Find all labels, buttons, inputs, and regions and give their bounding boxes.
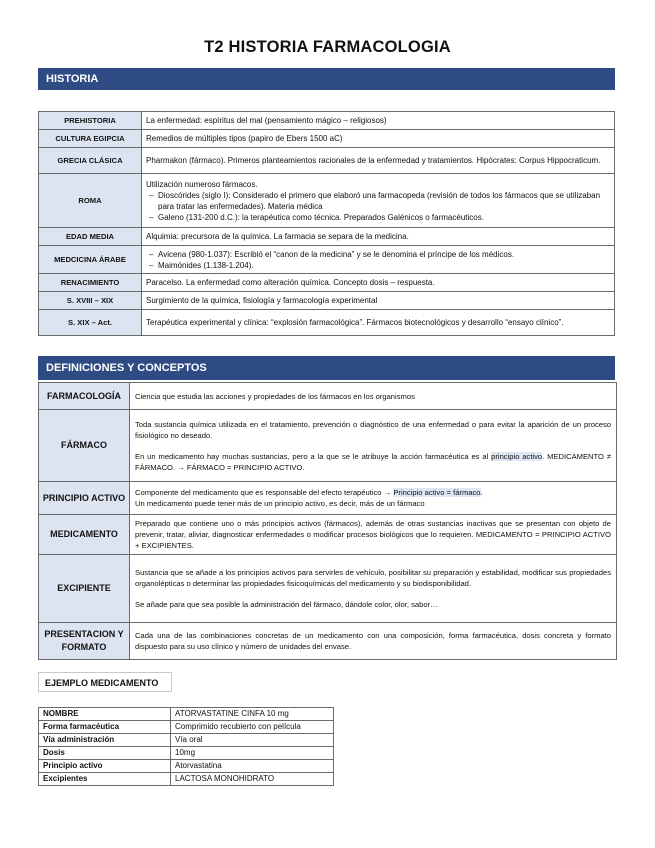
table-row [39, 623, 617, 660]
row-key: FARMACOLOGÍA [39, 383, 130, 410]
table-row [39, 228, 615, 246]
row-intro: Utilización numeroso fármacos. [146, 179, 258, 189]
row-value: LACTOSA MONOHIDRATO [171, 773, 334, 786]
highlighted-text: Principio activo = fármaco [393, 488, 481, 497]
table-row [39, 721, 334, 734]
row-key: RENACIMIENTO [39, 274, 142, 292]
list-item: – Galeno (131-200 d.C.): la terapéutica como técnica. Preparados Galénicos o farmacéuticos. [146, 212, 610, 223]
paragraph [135, 451, 611, 473]
row-key: Forma farmacéutica [39, 721, 171, 734]
row-value [142, 174, 615, 228]
highlighted-text: principio activo [491, 451, 543, 461]
row-value: Paracelso. La enfermedad como alteración química. Concepto dosis – respuesta. [142, 274, 615, 292]
row-value: Terapéutica experimental y clínica: “explosión farmacológica”. Fármacos biotecnológicos y desarrollo “ensayo clínico”. [142, 310, 615, 336]
row-key: Vía administración [39, 734, 171, 747]
bullet-list [146, 190, 610, 223]
section-heading-definiciones: DEFINICIONES Y CONCEPTOS [38, 356, 615, 380]
table-row [39, 773, 334, 786]
table-row [39, 708, 334, 721]
text-run: Componente del medicamento que es responsable del efecto terapéutico → [135, 488, 394, 497]
table-row [39, 760, 334, 773]
row-key: GRECIA CLÁSICA [39, 148, 142, 174]
table-row [39, 482, 617, 515]
text-run: . MEDICAMENTO ≠ FÁRMACO. → FÁRMACO = PRINCIPIO ACTIVO. [135, 451, 611, 472]
table-row [39, 555, 617, 623]
table-row [39, 246, 615, 274]
bullet-list [146, 249, 610, 271]
table-row [39, 747, 334, 760]
table-row [39, 515, 617, 555]
row-value: Remedios de múltiples tipos (papiro de Ebers 1500 aC) [142, 130, 615, 148]
row-value: Surgimiento de la química, fisiología y farmacología experimental [142, 292, 615, 310]
list-item: – Avicena (980-1.037): Escribió el “canon de la medicina” y se le denomina el príncipe de los médicos. [146, 249, 610, 260]
table-row [39, 130, 615, 148]
definiciones-table [38, 382, 617, 660]
row-value [130, 482, 617, 515]
row-key: MEDICAMENTO [39, 515, 130, 555]
row-value: Vía oral [171, 734, 334, 747]
row-key: Dosis [39, 747, 171, 760]
table-row [39, 383, 617, 410]
row-key: MEDCICINA ÁRABE [39, 246, 142, 274]
section-heading-historia: HISTORIA [38, 68, 615, 90]
row-value [130, 410, 617, 482]
list-item: – Maimónides (1.138-1.204). [146, 260, 610, 271]
paragraph [135, 487, 611, 498]
row-value: Ciencia que estudia las acciones y propiedades de los fármacos en los organismos [130, 383, 617, 410]
row-key: ROMA [39, 174, 142, 228]
row-key: NOMBRE [39, 708, 171, 721]
table-row [39, 174, 615, 228]
row-key: Excipientes [39, 773, 171, 786]
table-row [39, 148, 615, 174]
example-heading: EJEMPLO MEDICAMENTO [38, 672, 172, 692]
table-row [39, 112, 615, 130]
row-key: PRESENTACION Y FORMATO [39, 623, 130, 660]
row-key: EDAD MEDIA [39, 228, 142, 246]
text-run: . [480, 488, 483, 497]
row-value: Cada una de las combinaciones concretas de un medicamento con una composición, forma farmacéutica, dosis concreta y formato dispuesto para su uso clínico y número de unidades del envase. [130, 623, 617, 660]
row-key: Principio activo [39, 760, 171, 773]
row-value: La enfermedad: espíritus del mal (pensamiento mágico – religiosos) [142, 112, 615, 130]
row-value: Atorvastatina [171, 760, 334, 773]
table-row [39, 410, 617, 482]
paragraph: Se añade para que sea posible la administración del fármaco, dándole color, olor, sabor… [135, 600, 438, 609]
row-key: PRINCIPIO ACTIVO [39, 482, 130, 515]
row-value [142, 246, 615, 274]
text-run: En un medicamento hay muchas sustancias, pero a la que se le atribuye la acción farmacéutica es al [135, 451, 492, 461]
table-row [39, 274, 615, 292]
row-value: ATORVASTATINE CINFA 10 mg [171, 708, 334, 721]
row-key: PREHISTORIA [39, 112, 142, 130]
row-value: Pharmakon (fármaco). Primeros planteamientos racionales de la enfermedad y tratamientos. Hipócrates: Corpus Hippocraticum. [142, 148, 615, 174]
table-row [39, 292, 615, 310]
paragraph: Toda sustancia química utilizada en el tratamiento, prevención o diagnóstico de una enfermedad o para evitar la aparición de un proceso fisiológico no deseado. [135, 419, 611, 440]
list-item: – Dioscórides (siglo I): Considerado el primero que elaboró una farmacopeda (revisión de todos los fármacos que se utilizaban para tratar las enfermedades). Materia médica [146, 190, 610, 212]
row-value: Alquimia: precursora de la química. La farmacia se separa de la medicina. [142, 228, 615, 246]
row-value: 10mg [171, 747, 334, 760]
historia-table [38, 111, 615, 336]
paragraph: Sustancia que se añade a los principios activos para servirles de vehículo, posibilitar su preparación y estabilidad, modificar sus propiedades organolépticas o determinar las propiedades fisicoquímicas del medicamento y su biodisponibilidad. [135, 568, 611, 588]
row-key: FÁRMACO [39, 410, 130, 482]
row-value: Preparado que contiene uno o más principios activos (fármacos), además de otras sustancias inactivas que se presentan con objeto de prevenir, tratar, aliviar, diagnosticar enfermedades o modificar procesos biológicos que lo requieren. MEDICAMENTO = PRINCIPIO ACTIVO + EXCIPIENTES. [130, 515, 617, 555]
page-title: T2 HISTORIA FARMACOLOGIA [204, 38, 451, 56]
row-key: S. XVIII – XIX [39, 292, 142, 310]
table-row [39, 734, 334, 747]
row-key: S. XIX – Act. [39, 310, 142, 336]
row-key: EXCIPIENTE [39, 555, 130, 623]
row-value [130, 555, 617, 623]
row-value: Comprimido recubierto con película [171, 721, 334, 734]
paragraph: Un medicamento puede tener más de un principio activo, es decir, más de un fármaco [135, 499, 425, 508]
table-row [39, 310, 615, 336]
ejemplo-table [38, 707, 334, 786]
row-key: CULTURA EGIPCIA [39, 130, 142, 148]
